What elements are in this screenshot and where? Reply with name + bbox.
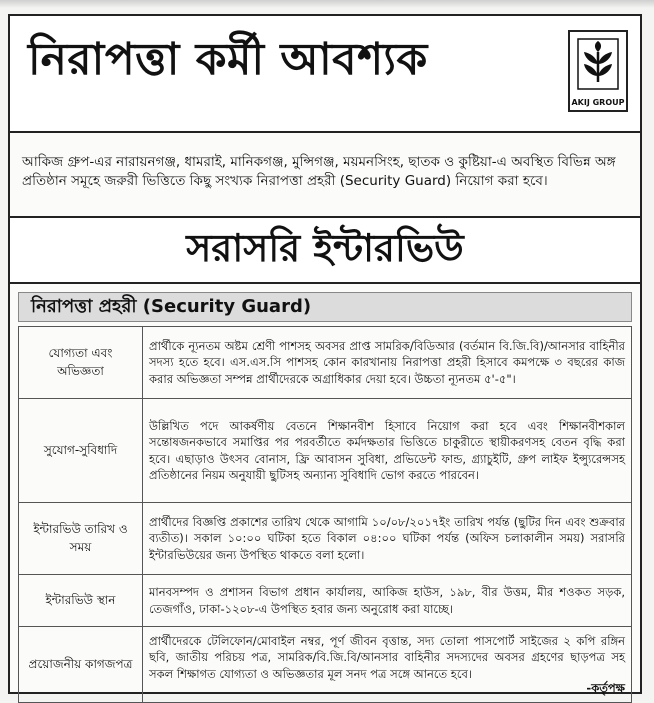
- row-value-interview-place: মানবসম্পদ ও প্রশাসন বিভাগ প্রধান কার্যালয়, আকিজ হাউস, ১৯৮, বীর উত্তম, মীর শওকত সড়ক, তেজগাঁও, ঢাকা-১২০৮-এ উপস্থিত হবার জন্য অনুরোধ করা যাচ্ছে।: [143, 575, 632, 627]
- table-row: [19, 327, 632, 399]
- banner-text: সরাসরি ইন্টারভিউ: [186, 226, 464, 270]
- row-label-qualification: যোগ্যতা এবং অভিজ্ঞতা: [19, 327, 143, 399]
- row-label-documents: প্রয়োজনীয় কাগজপত্র: [19, 627, 143, 703]
- row-value-interview-date: প্রার্থীদের বিজ্ঞপ্তি প্রকাশের তারিখ থেকে আগামি ১০/০৮/২০১৭ইং তারিখ পর্যন্ত (ছুটির দিন এবং শুক্রবার ব্যতীত)। সকাল ১০:০০ ঘটিকা হতে বিকাল ০৪:০০ ঘটিকা পর্যন্ত (অফিস চলাকালীন সময়) সরাসরি ইন্টারভিউয়ের জন্য উপস্থিত থাকতে বলা হলো।: [143, 503, 632, 575]
- row-label-interview-place: ইন্টারভিউ স্থান: [19, 575, 143, 627]
- table-row: [19, 575, 632, 627]
- table-row: [19, 627, 632, 703]
- row-label-benefits: সুযোগ-সুবিধাদি: [19, 399, 143, 503]
- intro-paragraph: আকিজ গ্রুপ-এর নারায়নগঞ্জ, ধামরাই, মানিকগঞ্জ, মুন্সিগঞ্জ, ময়মনসিংহ, ছাতক ও কুষ্টিয়া-এ অবস্থিত বিভিন্ন অঙ্গ প্রতিষ্ঠান সমূহে জরুরী ভিত্তিতে কিছু সংখ্যক নিরাপত্তা প্রহরী (Security Guard) নিয়োগ করা হবে।: [22, 154, 616, 189]
- position-title: নিরাপত্তা প্রহরী (Security Guard): [18, 292, 632, 322]
- header: [10, 16, 640, 133]
- interview-banner: [10, 216, 640, 284]
- job-advertisement: [8, 14, 642, 694]
- company-logo: [568, 30, 628, 112]
- details-table: [18, 326, 632, 703]
- row-value-documents-cell: [143, 627, 632, 703]
- logo-text: AKIJ GROUP: [571, 98, 625, 107]
- page-title: নিরাপত্তা কর্মী আবশ্যক: [28, 34, 428, 85]
- table-row: [19, 399, 632, 503]
- signature: -কর্তৃপক্ষ: [586, 680, 625, 695]
- row-value-benefits: উল্লিখিত পদে আকর্ষণীয় বেতনে শিক্ষানবীশ হিসাবে নিয়োগ করা হবে এবং শিক্ষানবীশকাল সন্তোষজনকভাবে সমাপ্তির পর পরবর্তীতে কর্মদক্ষতার ভিত্তিতে চাকুরীতে স্থায়ীকরণসহ বেতন বৃদ্ধি করা হবে। এছাড়াও উৎসব বোনাস, ফ্রি আবাসন সুবিধা, প্রভিডেন্ট ফান্ড, গ্র্যাচুইটি, গ্রুপ লাইফ ইন্স্যুরেন্সসহ প্রতিষ্ঠানের নিয়ম অনুযায়ী ছুটিসহ অন্যান্য সুবিধাদি ভোগ করতে পারবেন।: [143, 399, 632, 503]
- row-value-documents: প্রার্থীদেরকে টেলিফোন/মোবাইল নম্বর, পূর্ণ জীবন বৃত্তান্ত, সদ্য তোলা পাসপোর্ট সাইজের ২ কপি রঙ্গিন ছবি, জাতীয় পরিচয় পত্র, সামরিক/বি.জি.বি/আনসার বাহিনীর সদস্যদের অবসর গ্রহণের ছাড়পত্র সহ সকল শিক্ষাগত যোগ্যতা ও অভিজ্ঞতার মূল সনদ পত্র সঙ্গে আনতে হবে।: [149, 633, 625, 681]
- plant-logo-icon: [577, 38, 619, 90]
- table-row: [19, 503, 632, 575]
- row-value-qualification: প্রার্থীকে ন্যূনতম অষ্টম শ্রেণী পাশসহ অবসর প্রাপ্ত সামরিক/বিডিআর (বর্তমান বি.জি.বি)/আনসার বাহিনীর সদস্য হতে হবে। এস.এস.সি পাশসহ কোন কারখানায় নিরাপত্তা প্রহরী হিসাবে কমপক্ষে ৩ বছরের কাজ করার অভিজ্ঞতা সম্পন্ন প্রার্থীদেরকে অগ্রাধিকার দেয়া হবে। উচ্চতা ন্যূনতম ৫'-৫"।: [143, 327, 632, 399]
- page-top-edge: [0, 0, 654, 8]
- row-label-interview-date: ইন্টারভিউ তারিখ ও সময়: [19, 503, 143, 575]
